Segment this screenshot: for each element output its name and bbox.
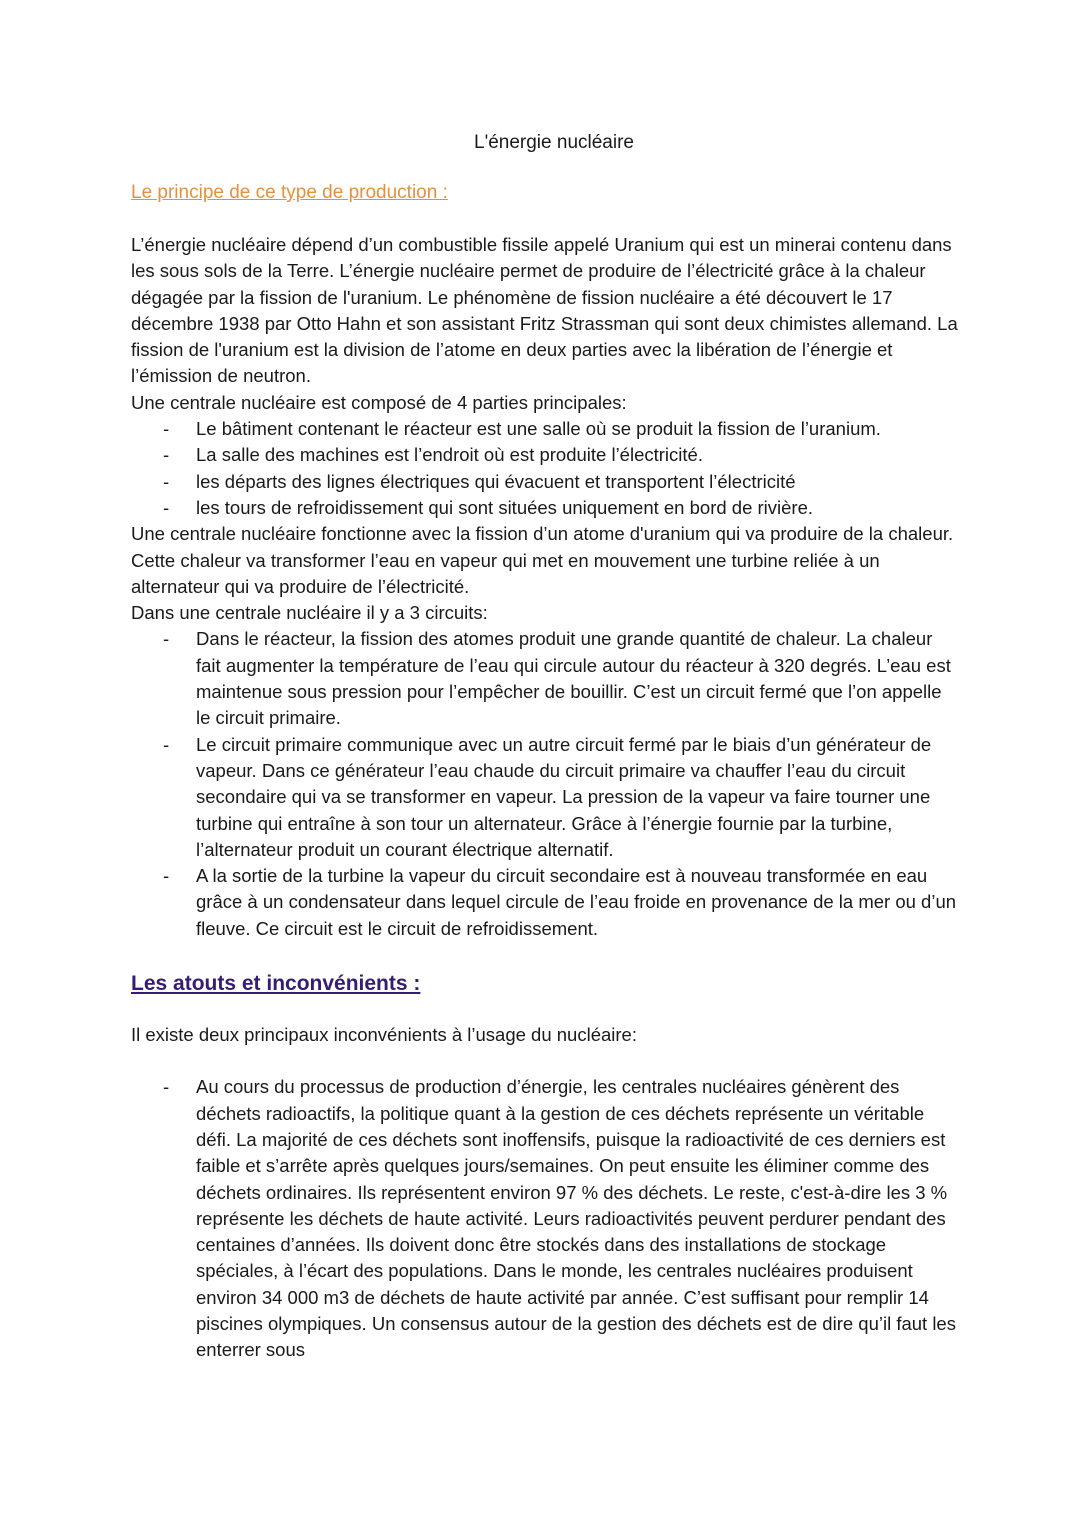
- list-item: - les tours de refroidissement qui sont situées uniquement en bord de rivière.: [131, 495, 961, 521]
- paragraph-parts-intro: Une centrale nucléaire est composé de 4 parties principales:: [131, 391, 627, 413]
- document-title: L'énergie nucléaire: [474, 132, 634, 153]
- paragraph-operation: Une centrale nucléaire fonctionne avec la fission d’un atome d'uranium qui va produire de la chaleur. Cette chaleur va transformer l’eau en vapeur qui met en mouvement une turbine reliée à un alternateur qui va produire de l’électricité.: [131, 523, 954, 597]
- document-page: [131, 130, 961, 1364]
- list-item: - Dans le réacteur, la fission des atomes produit une grande quantité de chaleur. La chaleur fait augmenter la température de l’eau qui circule autour du réacteur à 320 degrés. L’eau est maintenue sous pression pour l’empêcher de bouillir. C’est un circuit fermé que l’on appelle le circuit primaire.: [131, 626, 961, 731]
- list-circuits: [131, 626, 961, 942]
- paragraph-intro: L’énergie nucléaire dépend d’un combustible fissile appelé Uranium qui est un minerai contenu dans les sous sols de la Terre. L’énergie nucléaire permet de produire de l’électricité grâce à la chaleur dégagée par la fission de l'uranium. Le phénomène de fission nucléaire a été découvert le 17 décembre 1938 par Otto Hahn et son assistant Fritz Strassman qui sont deux chimistes allemand. La fission de l'uranium est la division de l’atome en deux parties avec la libération de l’énergie et l’émission de neutron.: [131, 234, 958, 387]
- list-item: - A la sortie de la turbine la vapeur du circuit secondaire est à nouveau transformée en eau grâce à un condensateur dans lequel circule de l’eau froide en provenance de la mer ou d’un fleuve. Ce circuit est le circuit de refroidissement.: [131, 863, 961, 942]
- section-heading-pros-cons: Les atouts et inconvénients :: [131, 972, 421, 996]
- list-item: - La salle des machines est l’endroit où est produite l’électricité.: [131, 442, 961, 468]
- list-item: - Au cours du processus de production d’énergie, les centrales nucléaires génèrent des déchets radioactifs, la politique quant à la gestion de ces déchets représente un véritable défi. La majorité de ces déchets sont inoffensifs, puisque la radioactivité de ces derniers est faible et s’arrête après quelques jours/semaines. On peut ensuite les éliminer comme des déchets ordinaires. Ils représentent environ 97 % des déchets. Le reste, c'est-à-dire les 3 % représente les déchets de haute activité. Leurs radioactivités peuvent perdurer pendant des centaines d’années. Ils doivent donc être stockés dans des installations de stockage spéciales, à l’écart des populations. Dans le monde, les centrales nucléaires produisent environ 34 000 m3 de déchets de haute activité par année. C’est suffisant pour remplir 14 piscines olympiques. Un consensus autour de la gestion des déchets est de dire qu’il faut les enterrer sous: [131, 1074, 961, 1363]
- list-item: - les départs des lignes électriques qui évacuent et transportent l’électricité: [131, 469, 961, 495]
- paragraph-drawbacks-intro: Il existe deux principaux inconvénients à l’usage du nucléaire:: [131, 1024, 637, 1046]
- list-item: - Le circuit primaire communique avec un autre circuit fermé par le biais d’un générateur de vapeur. Dans ce générateur l’eau chaude du circuit primaire va chauffer l’eau du circuit secondaire qui va se transformer en vapeur. La pression de la vapeur va faire tourner une turbine qui entraîne à son tour un alternateur. Grâce à l’énergie fournie par la turbine, l’alternateur produit un courant électrique alternatif.: [131, 732, 961, 863]
- paragraph-circuits-intro: Dans une centrale nucléaire il y a 3 circuits:: [131, 602, 488, 624]
- list-drawbacks: [131, 1074, 961, 1363]
- section-heading-principle: Le principe de ce type de production :: [131, 182, 448, 203]
- list-plant-parts: [131, 416, 961, 521]
- list-item: - Le bâtiment contenant le réacteur est une salle où se produit la fission de l’uranium.: [131, 416, 961, 442]
